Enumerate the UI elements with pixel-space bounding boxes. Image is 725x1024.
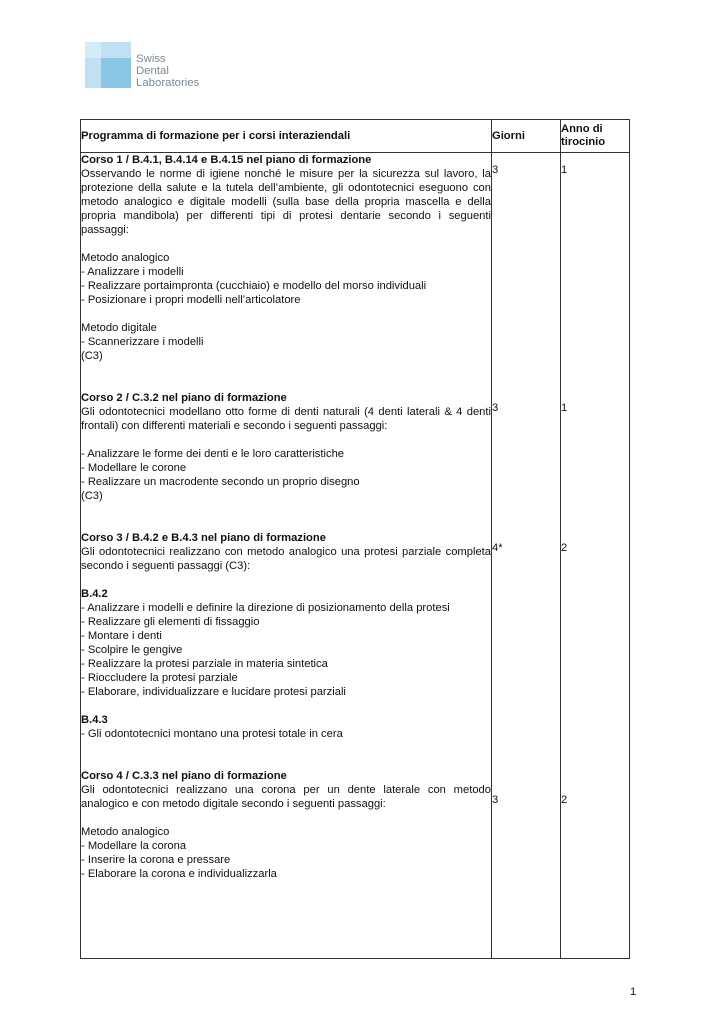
logo-line: Dental [136,65,169,77]
list-item: - Rioccludere la protesi parziale [81,672,238,684]
list-item: - Analizzare i modelli e definire la direzione di posizionamento della protesi [81,602,450,614]
header-program: Programma di formazione per i corsi interaziendali [81,120,492,153]
logo-mark-icon [85,42,131,88]
course-2-year: 1 [561,402,568,414]
course-3-days: 4* [492,542,503,554]
course-1-days: 3 [492,164,499,176]
list-item: - Realizzare un macrodente secondo un proprio disegno [81,476,360,488]
section-heading: B.4.3 [81,714,108,726]
table-header-row [81,120,630,153]
header-year-line2: tirocinio [561,136,606,148]
course-intro: Gli odontotecnici realizzano con metodo analogico una protesi parziale completa secondo i seguenti passaggi (C3): [81,546,491,572]
program-content-cell [81,153,492,959]
course-4-days: 3 [492,794,499,806]
course-title: Corso 4 / C.3.3 nel piano di formazione [81,770,287,782]
course-title: Corso 2 / C.3.2 nel piano di formazione [81,392,287,404]
course-3 [81,531,491,741]
section-heading: Metodo digitale [81,322,157,334]
company-logo [85,42,235,92]
list-item: - Analizzare le forme dei denti e le loro caratteristiche [81,448,345,460]
list-item: - Scannerizzare i modelli [81,336,204,348]
program-table [80,119,630,959]
course-intro: Gli odontotecnici realizzano una corona per un dente laterale con metodo analogico e con metodo digitale secondo i seguenti passaggi: [81,784,491,810]
list-item: - Elaborare, individualizzare e lucidare protesi parziali [81,686,346,698]
course-1 [81,153,491,363]
list-item: - Posizionare i propri modelli nell’articolatore [81,294,301,306]
section-heading: Metodo analogico [81,826,170,838]
list-item: - Realizzare portaimpronta (cucchiaio) e modello del morso individuali [81,280,427,292]
course-3-year: 2 [561,542,568,554]
list-item: - Modellare le corone [81,462,187,474]
course-2-days: 3 [492,402,499,414]
days-cell [492,153,561,959]
section-heading: Metodo analogico [81,252,170,264]
course-note: (C3) [81,350,103,362]
year-cell [561,153,630,959]
list-item: - Gli odontotecnici montano una protesi totale in cera [81,728,343,740]
list-item: - Elaborare la corona e individualizzarla [81,868,277,880]
course-title: Corso 1 / B.4.1, B.4.14 e B.4.15 nel piano di formazione [81,154,372,166]
logo-line: Swiss [136,53,166,65]
course-1-year: 1 [561,164,568,176]
course-intro: Osservando le norme di igiene nonché le misure per la sicurezza sul lavoro, la protezione della salute e la tutela dell’ambiente, gli odontotecnici eseguono con metodo analogico e digitale modelli (sulla base della propria mascella e della propria mandibola) per differenti tipi di protesi dentarie secondo i seguenti passaggi: [81,168,491,236]
page-number: 1 [630,986,637,998]
header-year-line1: Anno di [561,123,603,135]
course-note: (C3) [81,490,103,502]
course-4-year: 2 [561,794,568,806]
course-4 [81,769,491,881]
logo-line: Laboratories [136,77,200,89]
list-item: - Modellare la corona [81,840,187,852]
course-2 [81,391,491,503]
logo-wordmark [136,53,199,89]
header-days: Giorni [492,120,561,153]
list-item: - Realizzare la protesi parziale in materia sintetica [81,658,328,670]
list-item: - Inserire la corona e pressare [81,854,231,866]
header-year [561,120,630,153]
list-item: - Analizzare i modelli [81,266,184,278]
list-item: - Scolpire le gengive [81,644,183,656]
section-heading: B.4.2 [81,588,108,600]
list-item: - Realizzare gli elementi di fissaggio [81,616,260,628]
table-row [81,153,630,959]
course-intro: Gli odontotecnici modellano otto forme di denti naturali (4 denti laterali & 4 denti frontali) con differenti materiali e secondo i seguenti passaggi: [81,406,491,432]
list-item: - Montare i denti [81,630,162,642]
course-title: Corso 3 / B.4.2 e B.4.3 nel piano di formazione [81,532,326,544]
